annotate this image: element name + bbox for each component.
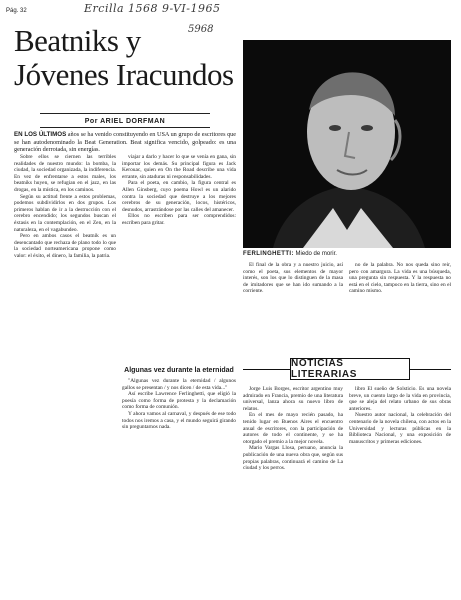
portrait-illustration (243, 40, 451, 248)
article-column-2b (122, 378, 236, 586)
section-rule-right (410, 369, 451, 370)
paragraph: Ellos no escriben para ser comprendidos: escriben para gritar. (122, 213, 236, 226)
caption-name: FERLINGHETTI: (243, 251, 294, 257)
paragraph: El final de la obra y a nuestro juicio, así como el poeta, sus elementos de mayor interés, son los que lo distinguen de la masa de imitadores que se han ido sumando a la corriente. (243, 262, 343, 295)
paragraph: Pero en ambos casos el beatnik es un desencantado que rechaza de plano todo lo que la sociedad norteamericana propone como valor: el éxito, el dinero, la familia, la patria. (14, 233, 116, 259)
section-rule-left (243, 369, 290, 370)
handwritten-code: 5968 (188, 24, 214, 35)
ferlinghetti-photo (243, 40, 451, 248)
paragraph: "Algunas vez durante la eternidad / algunos gallos se presentan / y nos dicen / de esta vida..." (122, 378, 236, 391)
paragraph: no de la palabra. No nos queda sino reir, pero con amargura. La vida es una búsqueda, una pregunta sin respuesta. Y la respuesta no está en el cielo, tampoco en la tierra, sino en el camino mismo. (349, 262, 451, 295)
byline-rule-top (40, 113, 210, 114)
article-column-1 (14, 154, 116, 586)
paragraph: viajar a darlo y hacer lo que se venía en gana, sin importar los demás. Su principal figura es Jack Kerouac, quien en On the Road describe una vida errante, sin ataduras ni responsabilidades. (122, 154, 236, 180)
byline-rule-bottom (40, 127, 210, 128)
paragraph: Mario Vargas Llosa, peruano, anuncia la publicación de una nueva obra que, según sus propias palabras, continuará el camino de La ciudad y los perros. (243, 445, 343, 472)
paragraph: Sobre ellos se ciernen las terribles realidades de nuestro mundo: la bomba, la ciudad, la sociedad organizada, la indiferencia. En vez de enfrentarse a estos males, los beatniks huyen, se refugian en el jazz, en las drogas, en la mística, en los caminos. (14, 154, 116, 193)
caption-text: Miedo de morir. (295, 251, 337, 257)
page-number: Pág. 32 (6, 8, 27, 14)
lead-label: EN LOS ÚLTIMOS (14, 131, 67, 138)
paragraph: Y ahora vamos al carnaval, y después de ese todo todos nos iremos a casa, y el mundo seguirá girando sin preguntarnos nada. (122, 410, 236, 431)
paragraph: Así escribe Lawrence Ferlinghetti, que eligió la poesía como forma de protesta y la declamación como forma de comunión. (122, 391, 236, 411)
handwritten-note: Ercilla 1568 9-VI-1965 (84, 2, 221, 15)
article-column-4 (349, 262, 451, 346)
section-header (290, 358, 410, 380)
paragraph: Según su actitud frente a estos problemas, podemos subdividirlos en dos grupos. Los primeros hablan de ir a la destrucción con el cerebro encendido; los segundos buscan el éxtasis en la contemplación, en el Zen, en la naturaleza, en el vagabundeo. (14, 193, 116, 233)
article-subhead: Algunas vez durante la eternidad (124, 367, 234, 374)
paragraph: Jorge Luis Borges, escritor argentino muy admirado en Francia, premio de una literatura universal, lanza ahora su nuevo libro de relatos. (243, 386, 343, 412)
article-title: Beatniks y Jóvenes Iracundos (14, 23, 234, 92)
article-lead (14, 131, 236, 154)
paragraph: libro El sueño de Solsticio. Es una novela breve, un cuento largo de la vida en provincia, que se aleja del relato urbano de sus obras anteriores. (349, 386, 451, 412)
article-column-2 (122, 154, 236, 366)
paragraph: Nuestro autor nacional, la celebración del centenario de la novela chilena, con actos en la Universidad y lecturas públicas en la Biblioteca Nacional, y una exposición de manuscritos y primeras ediciones. (349, 412, 451, 445)
news-column-2 (349, 386, 451, 586)
article-column-3 (243, 262, 343, 346)
article-byline: Por ARIEL DORFMAN (84, 118, 166, 125)
section-title: NOTICIAS LITERARIAS (291, 358, 357, 380)
lead-text: años se ha venido constituyendo en USA un grupo de escritores que se han autodenominado la Beat Generation. Beat significa vencido, golpeado: es una generación derrotada, sin energías. (14, 131, 236, 154)
photo-caption (243, 251, 451, 257)
paragraph: En el mes de mayo recién pasado, ha tenido lugar en Buenos Aires el encuentro anual de escritores, con la participación de autores de todo el continente, y se ha otorgado el premio a la mejor novela. (243, 412, 343, 445)
paragraph: Para el poeta, en cambio, la figura central es Allen Ginsberg, cuyo poema Howl es un alarido contra la sociedad que destruye a los mejores cerebros de su generación, locos, histéricos, desnudos, arrastrándose por las calles del amanecer. (122, 180, 236, 213)
news-column-1 (243, 386, 343, 586)
